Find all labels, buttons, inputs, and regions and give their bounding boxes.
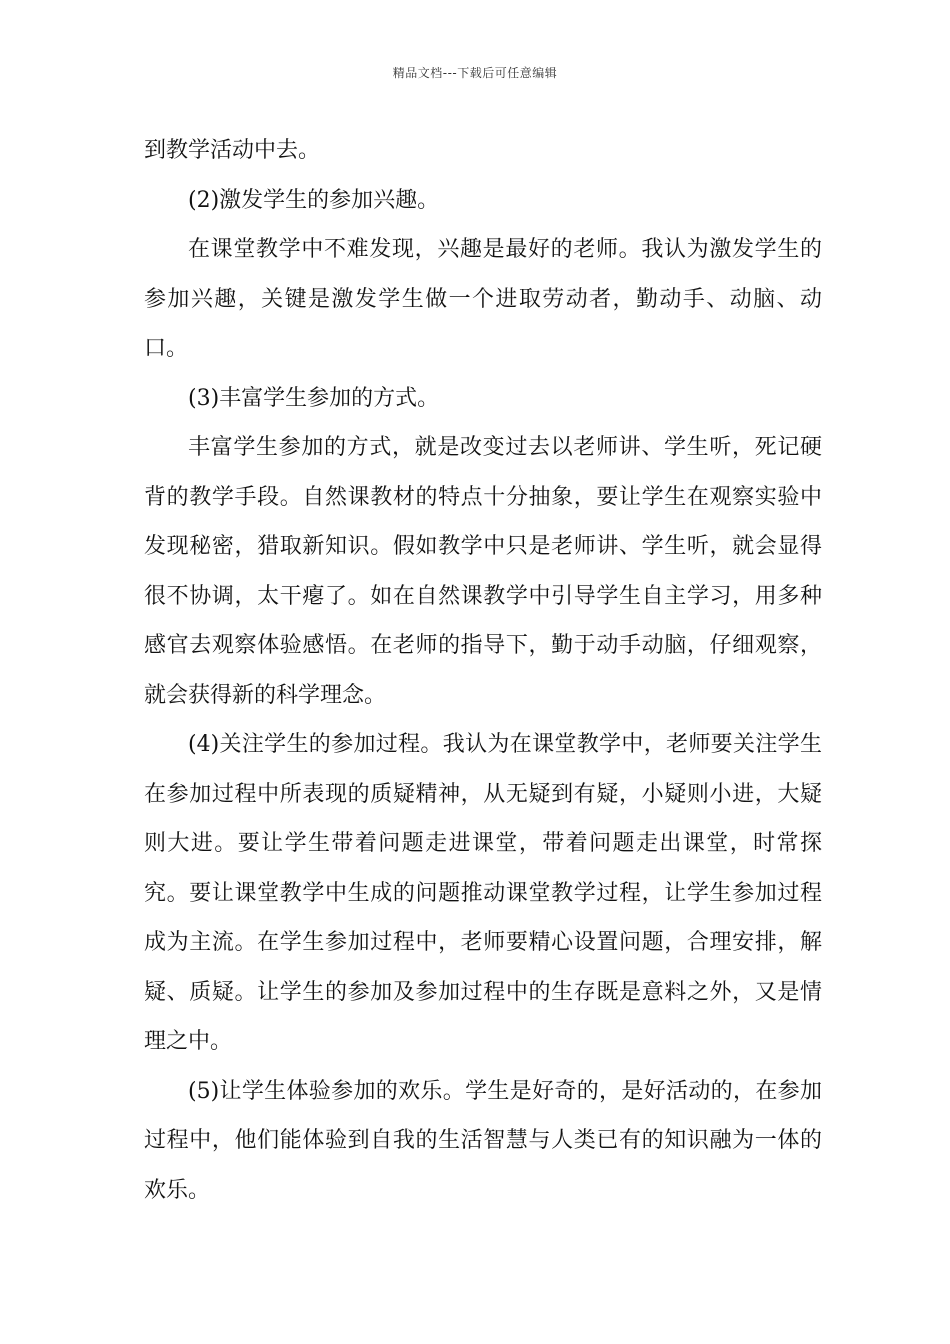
- paragraph: 丰富学生参加的方式，就是改变过去以老师讲、学生听，死记硬背的教学手段。自然课教材的特点十分抽象，要让学生在观察实验中发现秘密，猎取新知识。假如教学中只是老师讲、学生听，就会显得很不协调，太干瘪了。如在自然课教学中引导学生自主学习，用多种感官去观察体验感悟。在老师的指导下，勤于动手动脑，仔细观察，就会获得新的科学理念。: [144, 435, 822, 708]
- paragraph: 到教学活动中去。: [144, 138, 321, 163]
- document-body: [144, 126, 822, 1215]
- paragraph-heading: (2)激发学生的参加兴趣。: [188, 187, 440, 213]
- paragraph: (4)关注学生的参加过程。我认为在课堂教学中，老师要关注学生在参加过程中所表现的质疑精神，从无疑到有疑，小疑则小进，大疑则大进。要让学生带着问题走进课堂，带着问题走出课堂，时常探究。要让课堂教学中生成的问题推动课堂教学过程，让学生参加过程成为主流。在学生参加过程中，老师要精心设置问题，合理安排，解疑、质疑。让学生的参加及参加过程中的生存既是意料之外，又是情理之中。: [144, 732, 822, 1054]
- paragraph: (5)让学生体验参加的欢乐。学生是好奇的，是好活动的，在参加过程中，他们能体验到自我的生活智慧与人类已有的知识融为一体的欢乐。: [144, 1078, 822, 1203]
- paragraph: 在课堂教学中不难发现，兴趣是最好的老师。我认为激发学生的参加兴趣，关键是激发学生做一个进取劳动者，勤动手、动脑、动口。: [144, 237, 822, 361]
- paragraph-heading: (3)丰富学生参加的方式。: [188, 385, 440, 411]
- page-header: 精品文档---下载后可任意编辑: [392, 66, 558, 80]
